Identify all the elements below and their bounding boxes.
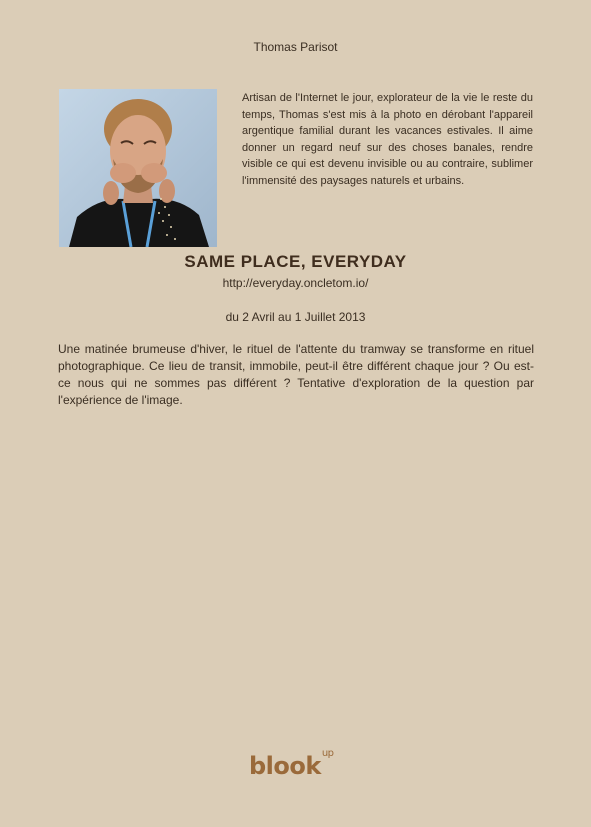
author-bio: Artisan de l'Internet le jour, explorateur de la vie le reste du temps, Thomas s'est mis à la photo en dérobant l'appareil argentique familial durant les vacances estivales. Il aime donner un regard neuf sur des choses banales, rendre visible ce qui est devenu invisible ou au contraire, sublimer l'immensité des paysages naturels et urbains.	[242, 92, 533, 187]
book-title: SAME PLACE, EVERYDAY	[184, 252, 407, 271]
book-dates: du 2 Avril au 1 Juillet 2013	[225, 310, 366, 324]
publisher-superscript: up	[321, 748, 334, 759]
book-url: http://everyday.oncletom.io/	[222, 276, 369, 290]
publisher-name: blook	[249, 752, 321, 780]
author-name: Thomas Parisot	[253, 40, 338, 54]
author-portrait	[59, 89, 217, 247]
book-summary: Une matinée brumeuse d'hiver, le rituel de l'attente du tramway se transforme en rituel photographique. Ce lieu de transit, immobile, peut-il être différent chaque jour ? Ou est-ce nous qui ne sommes pas différent ? Tentative d'exploration de la question par l'expérience de l'image.	[58, 342, 534, 407]
publisher-logo	[249, 748, 334, 780]
